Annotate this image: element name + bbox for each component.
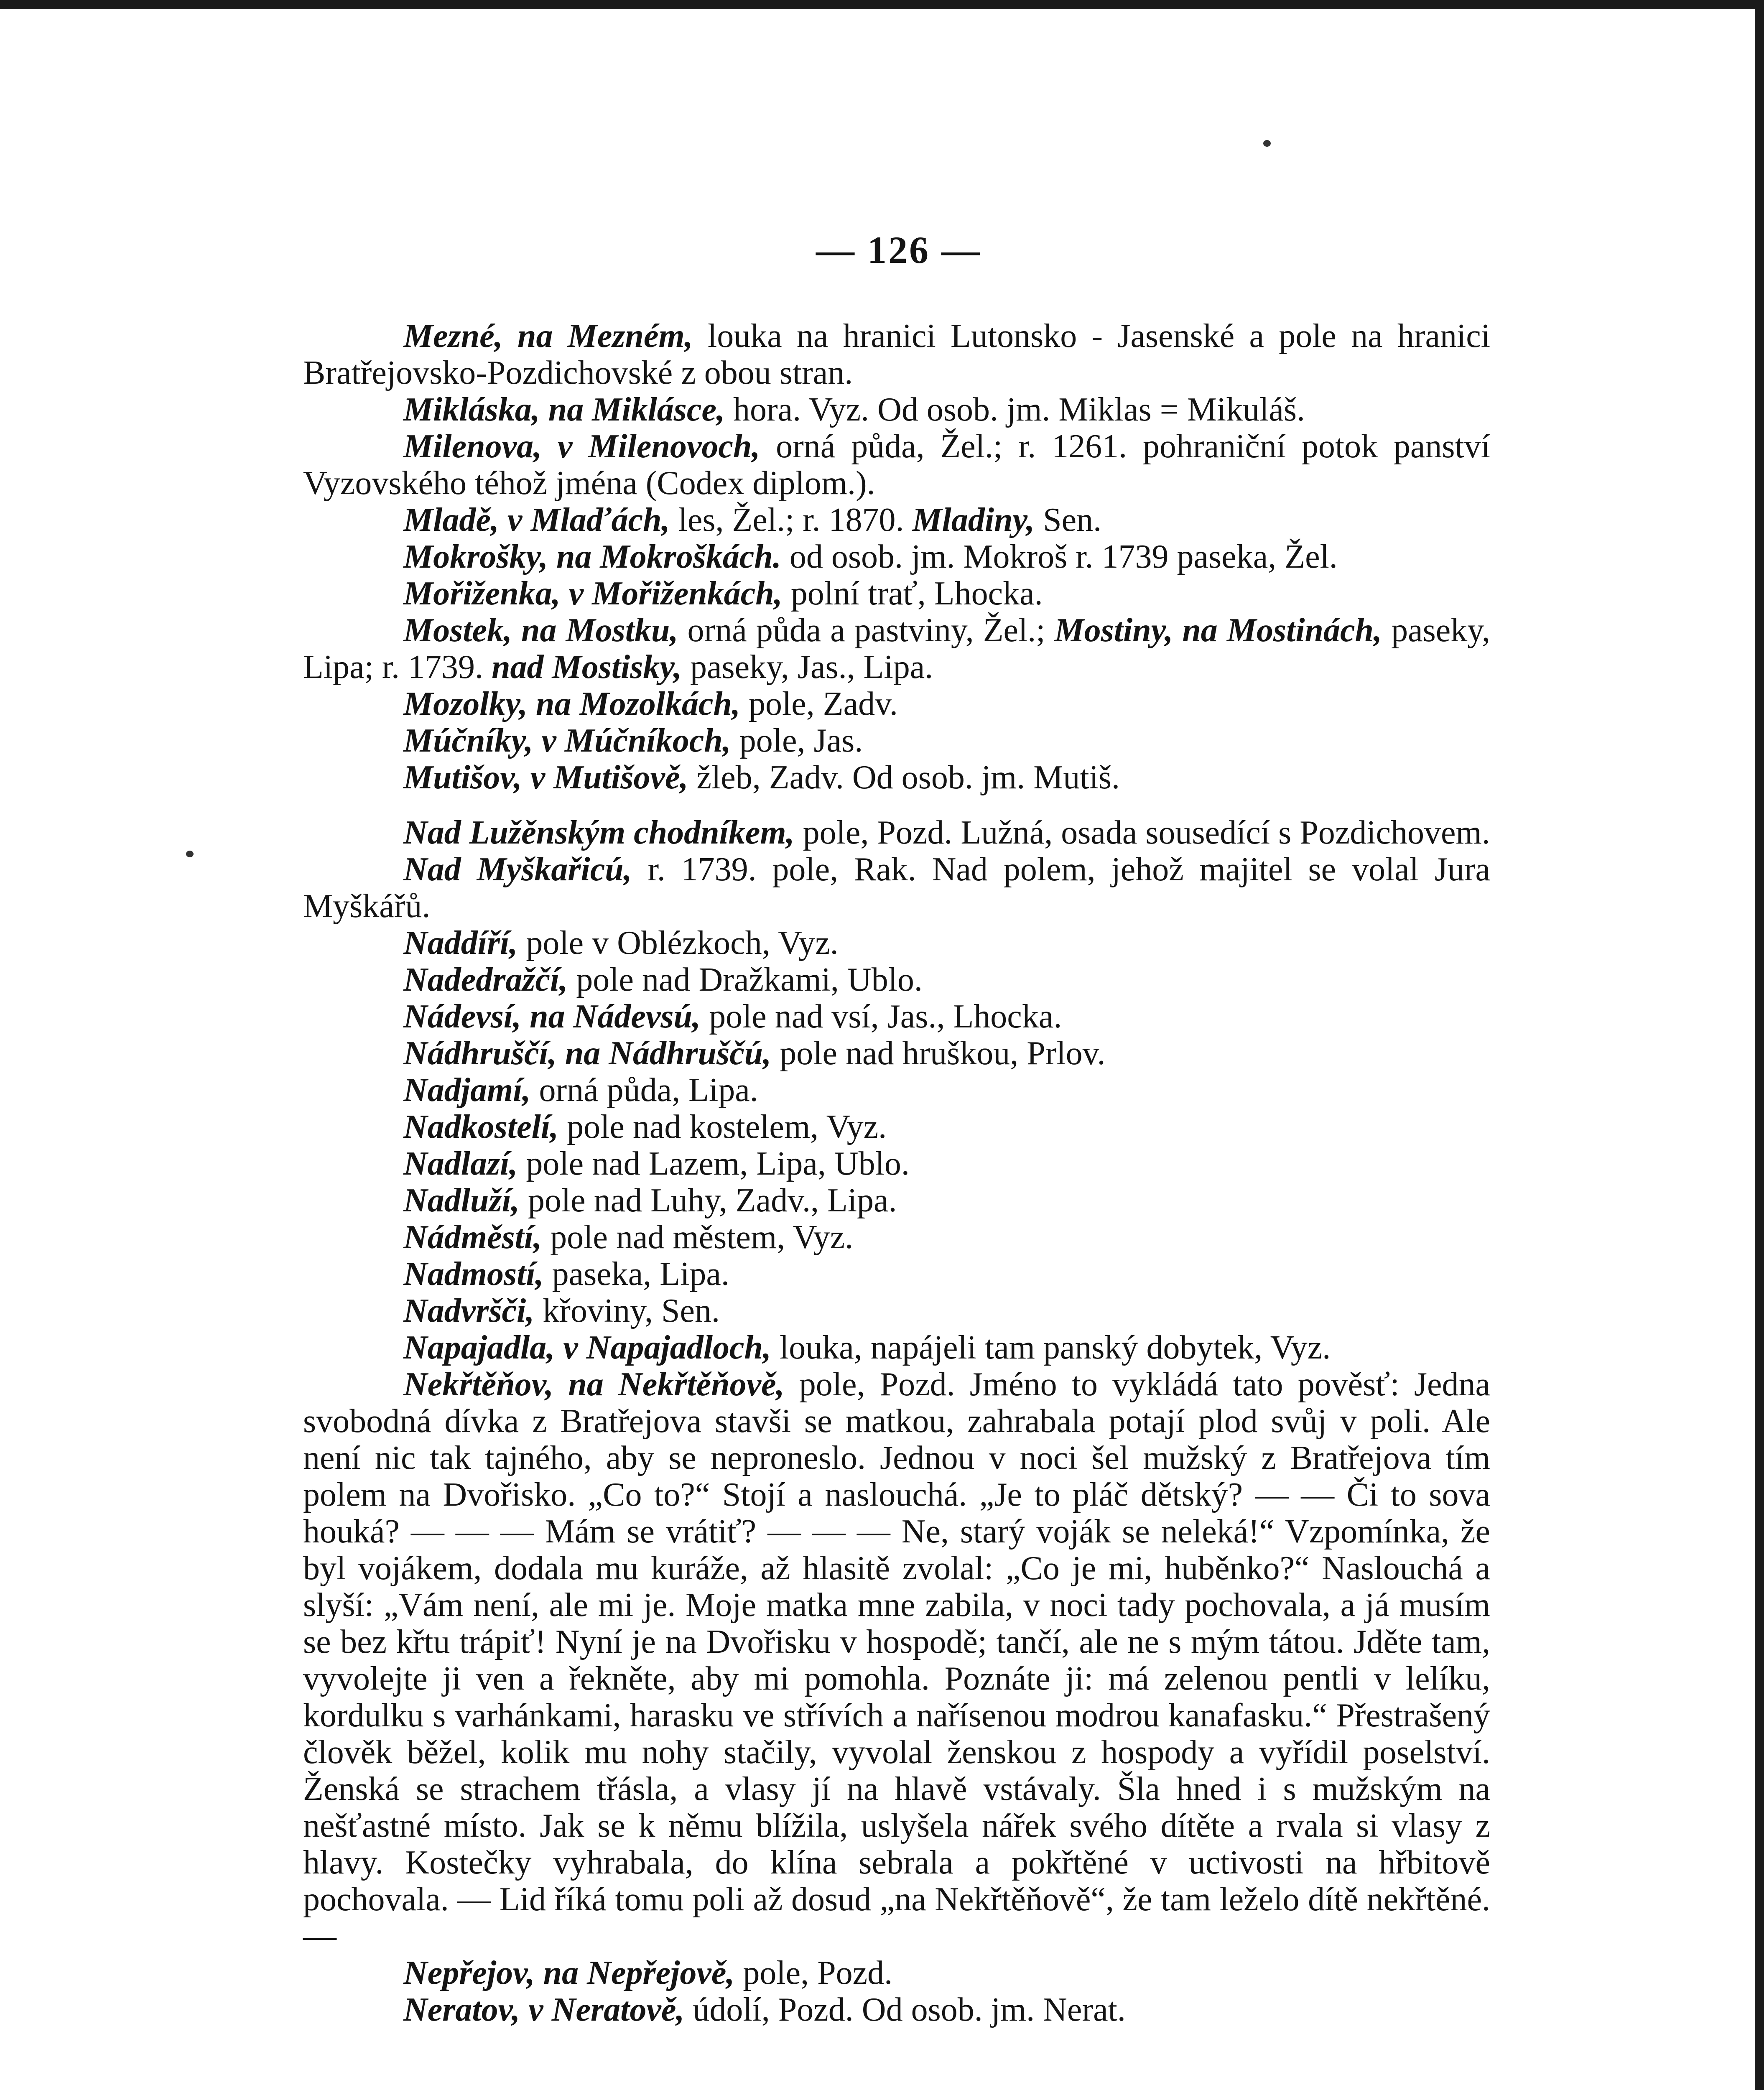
- entry: [303, 1292, 1490, 1329]
- dictionary-entries: [303, 318, 1490, 2028]
- entry: [303, 1145, 1490, 1182]
- entry-text: pole v Oblézkoch, Vyz.: [517, 925, 839, 961]
- entry-text: hora. Vyz. Od osob. jm. Miklas = Mikuláš.: [724, 391, 1305, 428]
- entry-text: údolí, Pozd. Od osob. jm. Nerat.: [684, 1991, 1126, 2028]
- entry: [303, 502, 1490, 538]
- entry: [303, 851, 1490, 925]
- entry-term: Napajadla, v Napajadloch,: [403, 1329, 771, 1366]
- entry: [303, 1256, 1490, 1292]
- entry-text: pole, Pozd.: [734, 1955, 893, 1991]
- entry-term: Nadvršči,: [403, 1292, 535, 1329]
- entry-text: pole, Pozd. Jméno to vykládá tato pověsť: Jedna svobodná dívka z Bratřejova stavši se matkou, zahrabala potají plod svůj v poli. Ale není nic tak tajného, aby se neproneslo. Jednou v noci šel mužský z Bratřejova tím polem na Dvořisko. „Co to?“ Stojí a naslouchá. „Je to pláč dětský? — — Či to sova houká? — — — Mám se vrátiť? — — — Ne, starý voják se neleká!“ Vzpomínka, že byl vojákem, dodala mu kuráže, až hlasitě zvolal: „Co je mi, huběnko?“ Naslouchá a slyší: „Vám není, ale mi je. Moje matka mne zabila, v noci tady pochovala, a já musím se bez křtu trápiť! Nyní je na Dvořisku v hospodě; tančí, ale ne s mým tátou. Jděte tam, vyvolejte ji ven a řekněte, aby mi pomohla. Poznáte ji: má zelenou pentli v lelíku, kordulku s varhánkami, harasku ve střívích a nařísenou modrou kanafasku.“ Přestrašený člověk běžel, kolik mu nohy stačily, vyvolal ženskou z hospody a vyřídil poselství. Ženská se strachem třásla, a vlasy jí na hlavě vstávaly. Šla hned i s mužským na nešťastné místo. Jak se k němu blížila, uslyšela nářek svého dítěte a rvala si vlasy z hlavy. Kostečky vyhrabala, do klína sebrala a pokřtěné v uctivosti na hřbitově pochovala. — Lid říká tomu poli až dosud „na Nekřtěňově“, že tam leželo dítě nekřtěné. —: [303, 1366, 1491, 1955]
- entry: [303, 1072, 1490, 1109]
- entry: [303, 1109, 1490, 1145]
- scan-border-top: [0, 0, 1764, 9]
- entry-text: orná půda, Lipa.: [530, 1072, 758, 1109]
- entry: [303, 391, 1490, 428]
- entry-text: r. 1739. pole, Rak. Nad polem, jehož majitel se volal Jura Myškářů.: [303, 851, 1490, 925]
- entry-text: pole nad vsí, Jas., Lhocka.: [701, 998, 1062, 1035]
- entry-term: Mutišov, v Mutišově,: [403, 759, 688, 796]
- entry-text: pole nad Dražkami, Ublo.: [568, 961, 923, 998]
- entry-term: Mostiny, na Mostinách,: [1054, 612, 1382, 649]
- entry-text: Sen.: [1035, 502, 1102, 538]
- scan-speck: [1263, 140, 1271, 147]
- entry-text: pole, Pozd. Lužná, osada sousedící s Pozdichovem.: [794, 814, 1490, 851]
- entry-term: Mořiženka, v Mořiženkách,: [403, 575, 783, 612]
- entry-term: Milenova, v Milenovoch,: [403, 428, 760, 465]
- entry-text: žleb, Zadv. Od osob. jm. Mutiš.: [688, 759, 1120, 796]
- entry-term: Nadjamí,: [403, 1072, 531, 1109]
- entry-term: Naddíří,: [403, 925, 518, 961]
- entry-term: Nadedražčí,: [403, 961, 568, 998]
- entry-term: Nekřtěňov, na Nekřtěňově,: [403, 1366, 785, 1403]
- entry-text: louka na hranici Lutonsko - Jasenské a pole na hranici Bratřejovsko-Pozdichovské z obou stran.: [303, 318, 1491, 391]
- entry-text: pole, Zadv.: [740, 686, 898, 722]
- entry-text: pole nad Lazem, Lipa, Ublo.: [517, 1145, 910, 1182]
- entry-term: Mezné, na Mezném,: [403, 318, 693, 354]
- entry-term: Neratov, v Neratově,: [403, 1991, 685, 2028]
- entry-term: Nad Lužěnským chodníkem,: [403, 814, 795, 851]
- entry-text: orná půda a pastviny, Žel.;: [678, 612, 1055, 649]
- entry: [303, 612, 1490, 686]
- entry: [303, 1219, 1490, 1256]
- entry-text: pole nad hruškou, Prlov.: [771, 1035, 1106, 1072]
- entry-text: louka, napájeli tam panský dobytek, Vyz.: [771, 1329, 1331, 1366]
- entry-text: orná půda, Žel.; r. 1261. pohraniční potok panství Vyzovského téhož jména (Codex diplom.).: [303, 428, 1490, 502]
- entry-term: Nad Myškařicú,: [403, 851, 632, 888]
- entry-term: Mostek, na Mostku,: [403, 612, 678, 649]
- entry-text: křoviny, Sen.: [534, 1292, 720, 1329]
- entry-term: Nadlazí,: [403, 1145, 518, 1182]
- entry-text: paseky, Lipa; r. 1739.: [303, 612, 1491, 686]
- entry: [303, 1182, 1490, 1219]
- entry-text: od osob. jm. Mokroš r. 1739 paseka, Žel.: [781, 538, 1338, 575]
- entry-term: Nadkostelí,: [403, 1109, 559, 1145]
- entry-text: paseky, Jas., Lipa.: [681, 649, 933, 686]
- entry: [303, 1955, 1490, 1991]
- entry: [303, 318, 1490, 391]
- entry-term: Mokrošky, na Mokroškách.: [403, 538, 781, 575]
- entry: [303, 1329, 1490, 1366]
- entry-term: Múčníky, v Múčníkoch,: [403, 722, 731, 759]
- page-number: — 126 —: [816, 229, 981, 271]
- entry: [303, 925, 1490, 961]
- entry-text: pole nad městem, Vyz.: [542, 1219, 854, 1256]
- scan-border-right: [1755, 0, 1764, 2090]
- entry: [303, 686, 1490, 722]
- entry-term: Nádevsí, na Nádevsú,: [403, 998, 701, 1035]
- entry: [303, 998, 1490, 1035]
- entry-term: Mikláska, na Miklásce,: [403, 391, 725, 428]
- entry-text: pole nad Luhy, Zadv., Lipa.: [519, 1182, 897, 1219]
- entry: [303, 575, 1490, 612]
- entry-term: Nadmostí,: [403, 1256, 544, 1292]
- entry-text: les, Žel.; r. 1870.: [670, 502, 913, 538]
- entry-term: Mladě, v Mlaďách,: [403, 502, 670, 538]
- entry: [303, 1035, 1490, 1072]
- entry-term: Mladiny,: [912, 502, 1035, 538]
- entry-term: Nádměstí,: [403, 1219, 542, 1256]
- entry: [303, 538, 1490, 575]
- entry: [303, 814, 1490, 851]
- entry: [303, 1366, 1490, 1955]
- entry-term: Nepřejov, na Nepřejově,: [403, 1955, 735, 1991]
- entry-text: polní trať, Lhocka.: [782, 575, 1043, 612]
- entry: [303, 1991, 1490, 2028]
- entry: [303, 722, 1490, 759]
- entry: [303, 428, 1490, 502]
- entry-term: Nádhruščí, na Nádhruščú,: [403, 1035, 772, 1072]
- entry: [303, 759, 1490, 796]
- entry-text: paseka, Lipa.: [543, 1256, 729, 1292]
- scan-speck: [186, 851, 194, 857]
- entry-term: Mozolky, na Mozolkách,: [403, 686, 741, 722]
- entry: [303, 961, 1490, 998]
- entry-term: nad Mostisky,: [492, 649, 682, 686]
- entry-term: Nadluží,: [403, 1182, 520, 1219]
- entry-text: pole, Jas.: [731, 722, 863, 759]
- entry-text: pole nad kostelem, Vyz.: [558, 1109, 887, 1145]
